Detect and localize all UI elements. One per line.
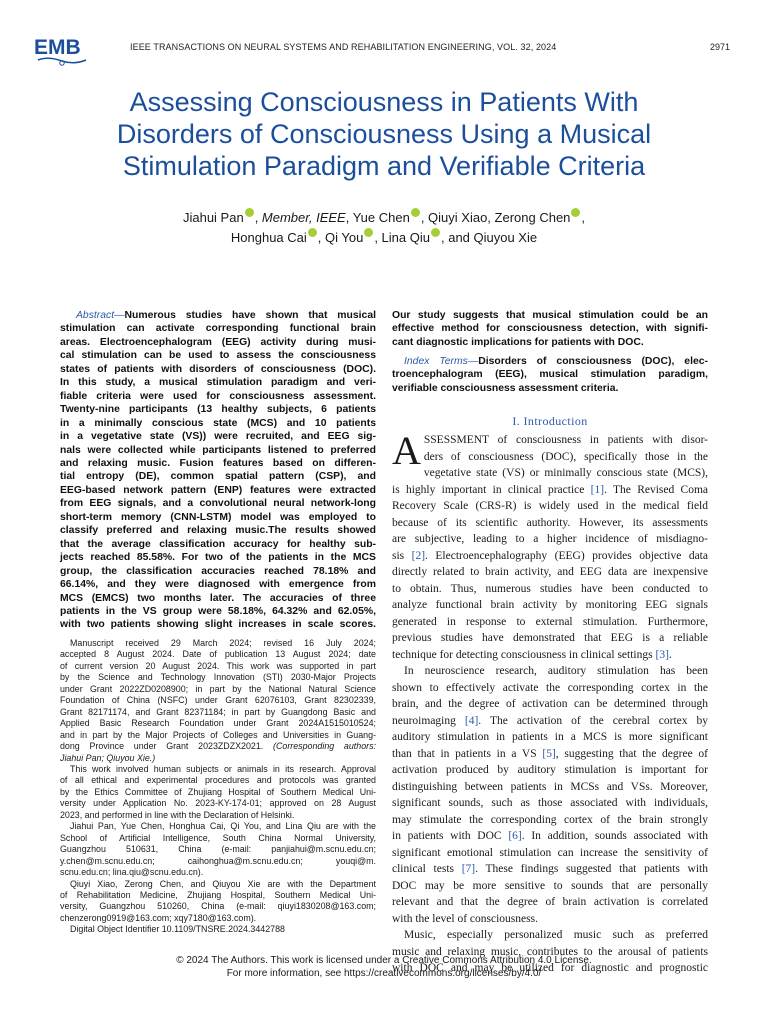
license-footer [0, 954, 768, 980]
citation-link[interactable]: [3] [655, 648, 669, 661]
abstract-line: Our study suggests that musical stimulation could be an [392, 310, 708, 321]
text-run: relevant and that the degree of brain activation is correlated [392, 896, 708, 908]
page-number: 2971 [709, 42, 730, 52]
text-run: analyze functional brain activity by monitoring EEG signals [392, 599, 708, 611]
author-name: , Qi You [317, 230, 364, 245]
drop-cap: A [392, 428, 421, 473]
title-line: Disorders of Consciousness Using a Musical [116, 119, 652, 149]
text-run: may stimulate the corresponding cortex of the brain strongly [392, 813, 708, 826]
abstract-line: cant diagnostic implications for patients with DOC. [392, 336, 644, 348]
text-run: distinguishing between patients in MCSs and VSs. Moreover, [392, 780, 708, 793]
footnote-line [60, 741, 376, 752]
author-line [80, 208, 688, 228]
text-run: SSESSMENT of consciousness in patients with disor- [423, 434, 708, 446]
emb-logo [34, 34, 92, 73]
text-run: . Electroencephalography (EEG) provides objective data [425, 549, 708, 562]
orcid-icon[interactable] [245, 208, 254, 217]
text-run: shown to effectively activate the corresponding cortex in the [392, 681, 708, 694]
text-run: significant emotional stimulation can increase the sensitivity of [392, 846, 708, 859]
affiliation-line: Jiahui Pan, Yue Chen, Honghua Cai, Qi You, and Lina Qiu are with the [70, 821, 376, 832]
abstract [60, 309, 376, 632]
text-line [392, 911, 708, 928]
corresponding-authors: Jiahui Pan; Qiuyou Xie.) [60, 752, 156, 763]
footnote [60, 638, 376, 936]
page-header [34, 34, 730, 68]
journal-name: IEEE TRANSACTIONS ON NEURAL SYSTEMS AND REHABILITATION ENGINEERING, VOL. 32, 2024 [130, 42, 557, 52]
text-line [392, 498, 708, 515]
abstract-line: EEG-based network pattern (ENP) features were extracted [60, 484, 376, 496]
abstract-line: from EEG signals, and a convolutional neural network-long [60, 498, 376, 510]
text-run: In neuroscience research, auditory stimulation has been [404, 665, 708, 677]
text-run: . The Revised Coma [604, 483, 708, 496]
text-line [392, 713, 708, 730]
text-line [392, 465, 708, 482]
index-terms-label: Index Terms— [404, 356, 479, 367]
abstract-line: jects reached 85.58%. For two of the patients in the MCS [60, 552, 376, 564]
affiliation-line: School of Artificial Intelligence, South China Normal University, [60, 832, 376, 843]
text-run: sis [392, 549, 412, 562]
abstract-line: in a minimally conscious state (MCS) and 10 patients [60, 417, 376, 429]
abstract-line: fiable criteria were used for consciousness assessment. [60, 390, 376, 402]
abstract-line: In this study, a musical stimulation paradigm and veri- [60, 377, 376, 389]
abstract-text: Numerous studies have shown that musical [124, 310, 376, 321]
abstract-line: states of patients with disorders of consciousness (DOC). [60, 363, 376, 375]
orcid-icon[interactable] [431, 228, 440, 237]
text-line [392, 597, 708, 614]
ethics-line: of all ethical and experimental procedures and protocols was granted [60, 775, 376, 786]
text-line [392, 894, 708, 911]
citation-link[interactable]: [1] [590, 483, 605, 496]
index-terms-line [392, 355, 708, 368]
title-line: Stimulation Paradigm and Verifiable Criteria [122, 151, 646, 181]
intro-paragraph-2 [392, 663, 708, 927]
text-line [392, 515, 708, 532]
author-name: , Yue Chen [345, 210, 410, 225]
text-run: are subjective, leading to a higher incidence of misdiagno- [392, 533, 708, 545]
text-run: in patients with DOC [392, 830, 509, 842]
author-name: , Lina Qiu [374, 230, 430, 245]
emb-logo-graphic [34, 34, 92, 68]
abstract-line: MCS (EMCS) two months later. The accuracies of three [60, 592, 376, 604]
text-run: significant sounds, such as those associated with individuals, [392, 797, 708, 809]
abstract-line [60, 309, 376, 322]
text-run: generated in response to external stimulation. Furthermore, [392, 615, 708, 628]
text-line [392, 845, 708, 862]
author-name: Jiahui Pan [182, 210, 244, 225]
abstract-line: group, the classification accuracies reached 78.18% and [60, 565, 376, 577]
citation-link[interactable]: [5] [542, 747, 556, 760]
corresponding-authors: (Corresponding authors: [273, 741, 376, 752]
text-line [392, 779, 708, 796]
affiliation-line: chenzerong0919@163.com; xqy7180@163.com). [60, 912, 257, 923]
ethics-line: 2023, and performed in line with the Declaration of Helsinki. [60, 809, 295, 820]
footnote-line: accepted 8 August 2024. Date of publication 13 August 2024; date [60, 649, 376, 660]
text-line [392, 729, 708, 746]
text-line [392, 614, 708, 631]
text-line [392, 927, 708, 944]
author-name: , Qiuyi Xiao, Zerong Chen [420, 210, 571, 225]
affiliation-line: Guangzhou 510631, China (e-mail: panjiahui@m.scnu.edu.cn; [60, 844, 376, 855]
abstract-line: nals were collected while participants listened to preferred [60, 444, 376, 456]
footnote-line [60, 753, 376, 764]
ethics-line: versity under Application No. 2023-KY-174-01; approved on 28 August [60, 798, 376, 809]
abstract-line: areas. Electroencephalogram (EEG) activity during musi- [60, 336, 376, 348]
orcid-icon[interactable] [571, 208, 580, 217]
text-run: clinical tests [392, 863, 462, 875]
text-run: . [668, 648, 672, 661]
orcid-icon[interactable] [411, 208, 420, 217]
text-run: vegetative state (VS) or minimally conscious state (MCS), [423, 467, 708, 479]
emb-logo-text: EMB [34, 36, 81, 59]
text-line [392, 696, 708, 713]
text-run: with DOC and may be utilized for diagnostic and prognostic [392, 962, 708, 974]
abstract-line: with two patients showing slight increases in scale scores. [60, 619, 376, 631]
abstract-line: and relaxing music. Fusion features based on differen- [60, 457, 376, 469]
text-line [392, 581, 708, 598]
author-separator: , [581, 210, 586, 225]
text-line [392, 746, 708, 763]
index-terms [392, 355, 708, 395]
text-run: to obtain. Thus, numerous studies have been conducted to [392, 582, 708, 595]
text-line [392, 828, 708, 845]
text-line [392, 861, 708, 878]
footnote-line: Manuscript received 29 March 2024; revised 16 July 2024; [70, 638, 376, 648]
abstract-line: classify preferred and relaxing music.The results showed [60, 525, 376, 537]
ethics-line: by the Ethics Committee of Zhujiang Hospital of Southern Medical Uni- [60, 786, 376, 797]
text-line [392, 564, 708, 581]
footnote-line: and in part by the Major Projects of Colleges and Universities in Guang- [60, 729, 376, 740]
author-name: Honghua Cai [230, 230, 307, 245]
text-run: activation produced by auditory stimulation is important for [392, 764, 708, 776]
footnote-line: Applied Basic Research Foundation under Grant 2024A1515010524; [60, 718, 376, 729]
text-run: . In addition, sounds associated with [521, 830, 708, 842]
text-run: technique for detecting consciousness in clinical settings [392, 648, 656, 661]
text-run: . The activation of the cerebral cortex by [478, 714, 709, 727]
text-run: previous studies have demonstrated that EEG is a reliable [392, 632, 708, 644]
text-line [392, 449, 708, 466]
text-run: , suggesting that the degree of [555, 747, 708, 760]
intro-paragraph-1 [392, 428, 708, 663]
footnote-line: Grant 82171174, and Grant 82371184; in part by Guangdong Basic and [60, 706, 376, 717]
author-separator: , [254, 210, 262, 225]
text-line [392, 647, 708, 664]
abstract-line: 66.14%, and they were diagnosed with emergence from [60, 579, 376, 591]
text-line [392, 812, 708, 829]
text-line [392, 630, 708, 647]
citation-link[interactable]: [6] [508, 830, 522, 842]
index-terms-line: verifiable consciousness assessment criteria. [392, 382, 619, 394]
affiliation-line: y.chen@m.scnu.edu.cn; caihonghua@m.scnu.edu.cn; youqi@m. [60, 855, 376, 866]
abstract-line: patients in the VS group were 58.18%, 64.32% and 62.05%, [60, 605, 376, 617]
text-run: Recovery Scale (CRS-R) is widely used in the medical field [392, 500, 708, 512]
doi-line: Digital Object Identifier 10.1109/TNSRE.2024.3442788 [70, 924, 285, 935]
footnote-line: Foundation of China (NSFC) under Grant 62076103, Grant 82302339, [60, 695, 376, 706]
paper-title [60, 86, 708, 182]
title-line: Assessing Consciousness in Patients With [129, 87, 639, 117]
ethics-line: This work involved human subjects or animals in its research. Approval [70, 763, 376, 774]
text-line [392, 432, 708, 449]
index-terms-line: troencephalogram (EEG), musical stimulation paradigm, [392, 369, 708, 381]
orcid-icon[interactable] [308, 228, 317, 237]
abstract-line: that the average classification accuracy for healthy sub- [60, 538, 376, 550]
text-run: because of its scientific authority. However, its assessments [392, 516, 708, 529]
abstract-continued [392, 309, 708, 349]
text-run: ders of consciousness (DOC), specifically those in the [423, 450, 708, 463]
affiliation-line: versity, Guangzhou 510260, China (e-mail: qiuyi1830208@163.com; [60, 901, 376, 912]
abstract-label: Abstract— [76, 310, 125, 321]
footnote-text: dong Province under Grant 2023ZDZX2021. [60, 741, 264, 752]
text-run: music and relaxing music, contributes to the arousal of patients [392, 945, 708, 958]
text-line [392, 680, 708, 697]
text-line [392, 878, 708, 895]
affiliation-line: of Rehabilitation Medicine, Zhujiang Hospital, Southern Medical Uni- [60, 889, 376, 900]
abstract-line: short-term memory (CNN-LSTM) model was employed to [60, 511, 376, 523]
license-link[interactable]: For more information, see https://creativecommons.org/licenses/by/4.0/ [226, 968, 542, 979]
abstract-line: Twenty-nine participants (13 healthy subjects, 6 patients [60, 404, 376, 416]
text-line [392, 795, 708, 812]
abstract-line: stimulation can activate corresponding functional brain [60, 323, 376, 335]
text-run: directly related to brain activity, and EEG data are inexpensive [392, 566, 708, 578]
text-run: brain, and the degree of activation can be determined through [392, 698, 708, 710]
license-line: © 2024 The Authors. This work is licensed under a Creative Commons Attribution 4.0 License. [176, 955, 592, 966]
affiliation-line: Qiuyi Xiao, Zerong Chen, and Qiuyou Xie are with the Department [70, 878, 376, 889]
abstract-line: cal stimulation can be used to assess the consciousness [60, 350, 376, 362]
section-heading: I. Introduction [512, 414, 588, 428]
text-line [392, 548, 708, 565]
text-run: than that in patients in a VS [392, 747, 543, 760]
citation-link[interactable]: [7] [461, 863, 476, 875]
abstract-line: in a vegetative state (VS)) were recruited, and EEG sig- [60, 431, 376, 443]
author-line [80, 228, 688, 248]
text-run: auditory stimulation in patients in a MCS is more significant [392, 731, 708, 743]
author-membership: Member, IEEE [261, 210, 346, 225]
index-terms-text: Disorders of consciousness (DOC), elec- [478, 356, 708, 367]
text-run: Music, especially personalized music such as preferred [404, 929, 708, 941]
text-line [392, 762, 708, 779]
orcid-icon[interactable] [364, 228, 373, 237]
author-name: , and Qiuyou Xie [440, 230, 538, 245]
text-line [392, 663, 708, 680]
introduction-body [392, 428, 709, 977]
text-run: DOC may be more sensitive to sounds that are personally [392, 879, 708, 892]
abstract-line: effective method for consciousness detection, with signifi- [392, 323, 708, 335]
abstract-line: tial entropy (DE), common spatial pattern (CSP), and [60, 471, 376, 483]
text-line [392, 531, 708, 548]
footnote-line: by the Science and Technology Innovation (STI) 2030-Major Projects [60, 672, 376, 683]
footnote-line: under Grant 2022ZD0208900; in part by the National Natural Science [60, 683, 376, 694]
text-line [392, 482, 708, 499]
citation-link[interactable]: [2] [411, 549, 426, 562]
citation-link[interactable]: [4] [464, 714, 479, 727]
affiliation-line: scnu.edu.cn; lina.qiu@scnu.edu.cn). [60, 867, 204, 878]
text-run: neuroimaging [392, 714, 465, 727]
text-run: with the level of consciousness. [392, 912, 538, 925]
text-run: is highly important in clinical practice [392, 483, 591, 496]
text-run: . These findings suggested that patients with [475, 863, 708, 875]
author-list [80, 208, 688, 248]
footnote-line: of current version 20 August 2024. This work was supported in part [60, 660, 376, 671]
